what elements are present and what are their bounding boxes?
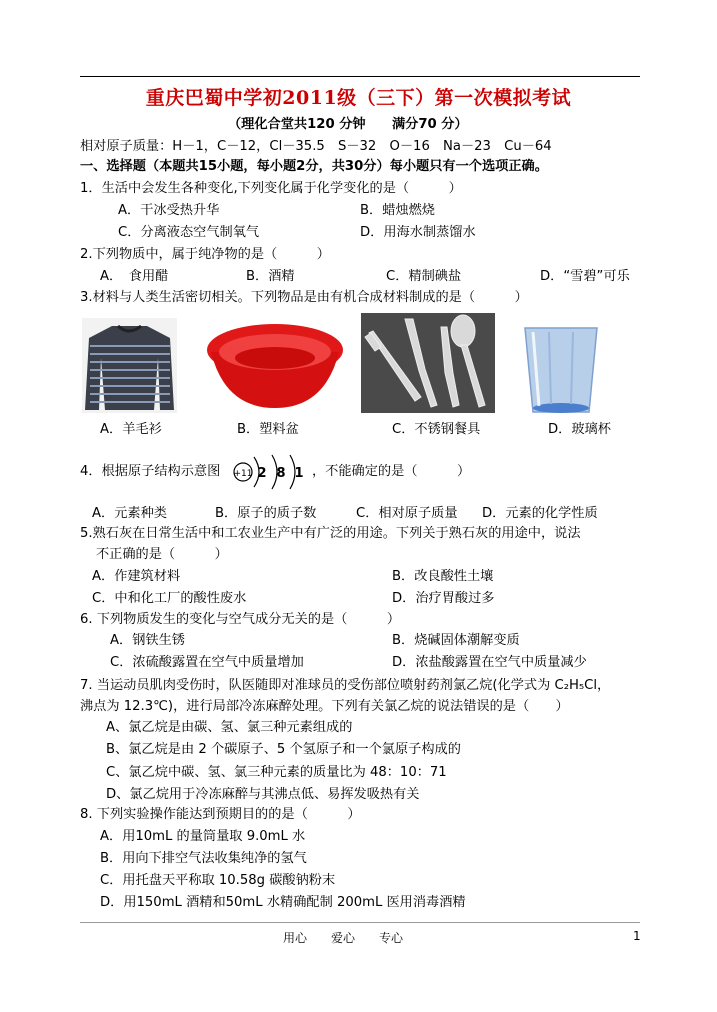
q6-stem: 6. 下列物质发生的变化与空气成分无关的是（ ） [80, 612, 401, 627]
nucleus-charge: +11 [233, 469, 253, 479]
q3-stem: 3.材料与人类生活密切相关。下列物品是由有机合成材料制成的是（ ） [80, 290, 528, 305]
q7-option-b: B、氯乙烷是由 2 个碳原子、5 个氢原子和一个氯原子构成的 [106, 742, 461, 757]
q3-option-b: B．塑料盆 [237, 422, 299, 437]
q4-stem-start: 4．根据原子结构示意图 [80, 464, 221, 479]
shell-3-electrons: 1 [294, 466, 304, 481]
q7-option-a: A、氯乙烷是由碳、氢、氯三种元素组成的 [106, 720, 353, 735]
q1-stem: 1．生活中会发生各种变化,下列变化属于化学变化的是（ ） [80, 181, 462, 196]
shell-2-electrons: 8 [276, 466, 286, 481]
plastic-basin-image [205, 320, 345, 412]
q4-option-b: B．原子的质子数 [215, 506, 317, 521]
q5-stem-line2: 不正确的是（ ） [96, 547, 228, 562]
q4-option-c: C．相对原子质量 [356, 506, 458, 521]
q3-option-c: C．不锈钢餐具 [392, 422, 481, 437]
q7-stem-line2: 沸点为 12.3℃)，进行局部冷冻麻醉处理。下列有关氯乙烷的说法错误的是（ ） [80, 699, 569, 714]
q8-stem: 8. 下列实验操作能达到预期目的的是（ ） [80, 807, 361, 822]
q8-option-c: C．用托盘天平称取 10.58g 碳酸钠粉末 [100, 873, 336, 888]
q1-option-d: D．用海水制蒸馏水 [360, 225, 476, 240]
q6-option-b: B．烧碱固体潮解变质 [392, 633, 520, 648]
section-heading: 一、选择题（本题共15小题，每小题2分，共30分）每小题只有一个选项正确。 [80, 159, 548, 174]
q7-option-d: D、氯乙烷用于冷冻麻醉与其沸点低、易挥发吸热有关 [106, 787, 420, 802]
q6-option-c: C．浓硫酸露置在空气中质量增加 [110, 655, 304, 670]
q2-option-a: A． 食用醋 [100, 269, 169, 284]
footer-motto: 用心 爱心 专心 [283, 931, 404, 945]
q5-option-a: A．作建筑材料 [92, 569, 181, 584]
q3-option-d: D．玻璃杯 [548, 422, 611, 437]
atomic-mass-line: 相对原子质量：H－1，C－12，Cl－35.5 S－32 O－16 Na－23 Cu－64 [80, 139, 552, 154]
q6-option-a: A．钢铁生锈 [110, 633, 185, 648]
q7-stem-line1: 7. 当运动员肌肉受伤时，队医随即对准球员的受伤部位喷射药剂氯乙烷(化学式为 C₂H₅Cl， [80, 678, 611, 693]
header-rule [80, 76, 640, 77]
q2-option-d: D．“雪碧”可乐 [540, 269, 630, 284]
sweater-image [82, 318, 177, 413]
exam-title: 重庆巴蜀中学初2011级（三下）第一次模拟考试 [145, 87, 572, 109]
exam-subtitle: （理化合堂共120 分钟 满分70 分） [228, 117, 468, 132]
q8-option-b: B．用向下排空气法收集纯净的氢气 [100, 851, 307, 866]
q7-option-c: C、氯乙烷中碳、氢、氯三种元素的质量比为 48：10：71 [106, 765, 447, 780]
q1-option-a: A．干冰受热升华 [118, 203, 220, 218]
shell-1-electrons: 2 [257, 466, 267, 481]
q4-stem-end: ，不能确定的是（ ） [312, 464, 471, 479]
q6-option-d: D．浓盐酸露置在空气中质量减少 [392, 655, 587, 670]
q8-option-a: A．用10mL 的量筒量取 9.0mL 水 [100, 829, 306, 844]
q5-option-b: B．改良酸性土壤 [392, 569, 494, 584]
q4-option-d: D．元素的化学性质 [482, 506, 598, 521]
atom-structure-diagram [232, 451, 312, 495]
q2-option-b: B．酒精 [246, 269, 295, 284]
q5-option-d: D．治疗胃酸过多 [392, 591, 495, 606]
q4-option-a: A．元素种类 [92, 506, 167, 521]
glass-cup-image [521, 324, 601, 416]
q2-option-c: C．精制碘盐 [386, 269, 462, 284]
q1-option-c: C．分离液态空气制氧气 [118, 225, 260, 240]
q8-option-d: D．用150mL 酒精和50mL 水精确配制 200mL 医用消毒酒精 [100, 895, 466, 910]
footer-rule [80, 922, 640, 923]
q3-option-a: A．羊毛衫 [100, 422, 162, 437]
page-number: 1 [633, 929, 641, 943]
q2-stem: 2.下列物质中，属于纯净物的是（ ） [80, 247, 330, 262]
q5-option-c: C．中和化工厂的酸性废水 [92, 591, 247, 606]
steel-cutlery-image [361, 313, 495, 413]
q5-stem-line1: 5.熟石灰在日常生活中和工农业生产中有广泛的用途。下列关于熟石灰的用途中，说法 [80, 526, 581, 541]
q1-option-b: B．蜡烛燃烧 [360, 203, 435, 218]
